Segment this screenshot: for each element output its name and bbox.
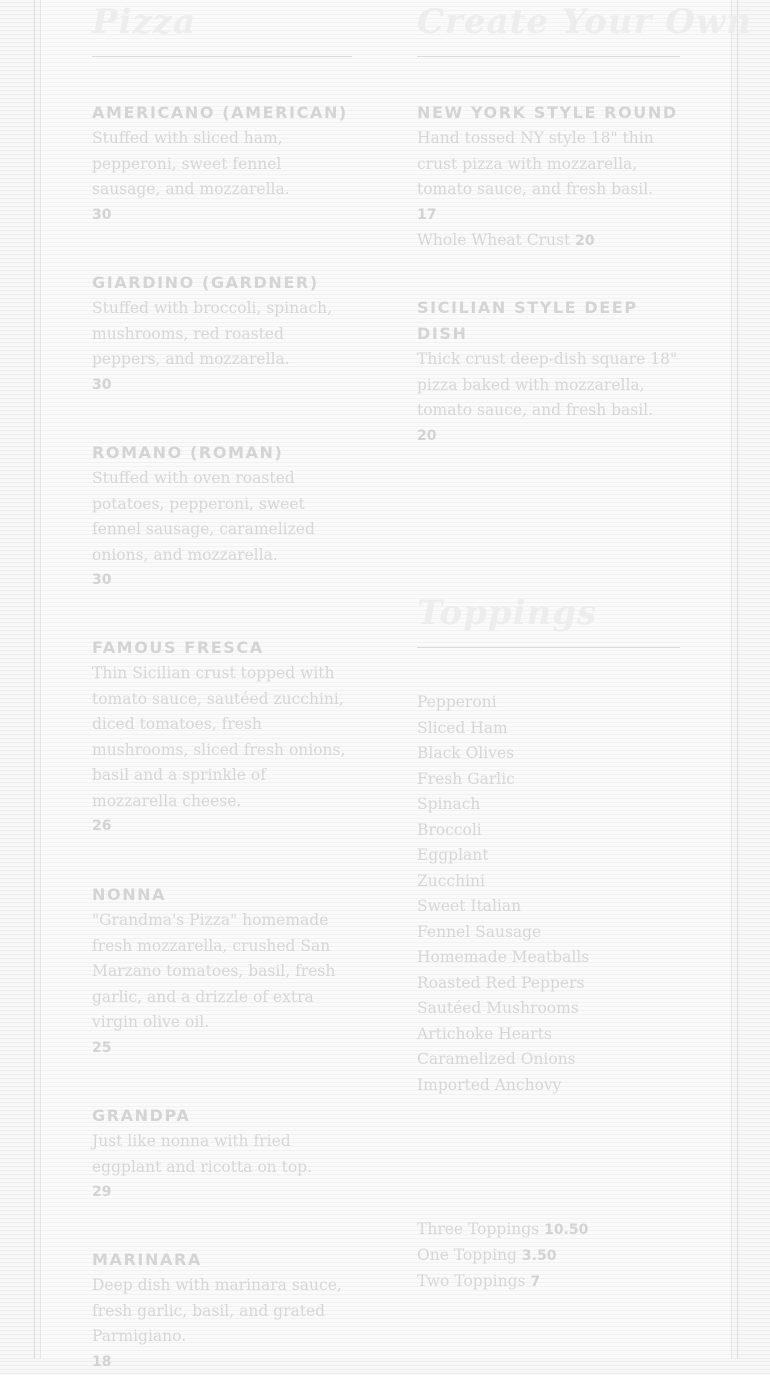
topping-item: Eggplant xyxy=(417,846,489,864)
item-name: NEW YORK STYLE ROUND xyxy=(417,103,678,122)
topping-item: Sweet Italian xyxy=(417,897,522,915)
topping-price-label: Three Toppings xyxy=(417,1220,540,1238)
item-description: Stuffed with broccoli, spinach, mushrooms, red roasted peppers, and mozzarella. xyxy=(92,299,333,368)
topping-price-row xyxy=(417,1243,588,1269)
topping-item: Sautéed Mushrooms xyxy=(417,999,579,1017)
item-name: MARINARA xyxy=(92,1250,202,1269)
menu-item-marinara xyxy=(92,1247,354,1375)
item-name: GIARDINO (GARDNER) xyxy=(92,273,319,292)
menu-item-giardino xyxy=(92,270,354,398)
menu-item-nonna xyxy=(92,882,354,1061)
item-description: "Grandma's Pizza" homemade fresh mozzarella, crushed San Marzano tomatoes, basil, fresh garlic, and a drizzle of extra virgin olive oil. xyxy=(92,911,336,1031)
item-price: 29 xyxy=(92,1184,112,1200)
topping-item: Spinach xyxy=(417,795,481,813)
topping-item: Fennel Sausage xyxy=(417,922,542,941)
topping-item: Homemade Meatballs xyxy=(417,948,590,966)
topping-pricing xyxy=(417,1217,588,1295)
menu-item-americano xyxy=(92,100,354,228)
item-description: Stuffed with sliced ham, pepperoni, sweet fennel sausage, and mozzarella. xyxy=(92,129,290,198)
item-description: Thick crust deep-dish square 18" pizza baked with mozzarella, tomato sauce, and fresh basil. xyxy=(417,350,678,419)
topping-item: Broccoli xyxy=(417,820,482,839)
item-description: Just like nonna with fried eggplant and ricotta on top. xyxy=(92,1132,313,1176)
topping-item: Pepperoni xyxy=(417,693,497,711)
item-name: NONNA xyxy=(92,885,167,904)
option-label: Whole Wheat Crust xyxy=(417,230,571,249)
item-description: Deep dish with marinara sauce, fresh garlic, basil, and grated Parmigiano. xyxy=(92,1276,342,1345)
menu-item-new-york-style-round xyxy=(417,100,681,254)
item-name: SICILIAN STYLE DEEP DISH xyxy=(417,298,638,343)
item-price: 26 xyxy=(92,818,112,834)
section-divider xyxy=(417,647,680,648)
topping-item: Black Olives xyxy=(417,744,515,762)
topping-item: Caramelized Onions xyxy=(417,1050,576,1068)
item-name: ROMANO (ROMAN) xyxy=(92,443,284,462)
section-title-pizza: Pizza xyxy=(92,2,197,42)
section-divider xyxy=(92,56,352,57)
topping-price-label: Two Toppings xyxy=(417,1272,526,1290)
item-description: Hand tossed NY style 18" thin crust pizza with mozzarella, tomato sauce, and fresh basil. xyxy=(417,129,654,198)
menu-item-romano xyxy=(92,440,354,593)
toppings-list xyxy=(417,690,589,1098)
option-price: 20 xyxy=(575,232,595,249)
topping-price-row xyxy=(417,1269,588,1295)
topping-item: Artichoke Hearts xyxy=(417,1024,552,1043)
section-title-toppings: Toppings xyxy=(417,593,598,633)
section-divider xyxy=(417,56,680,57)
menu-item-famous-fresca xyxy=(92,635,354,839)
item-description: Thin Sicilian crust topped with tomato sauce, sautéed zucchini, diced tomatoes, fresh mushrooms, sliced fresh onions, basil and a sprinkle of mozzarella cheese. xyxy=(92,664,346,810)
topping-price-row xyxy=(417,1217,588,1243)
item-price: 18 xyxy=(92,1353,112,1370)
item-price: 25 xyxy=(92,1039,112,1056)
menu-item-grandpa xyxy=(92,1103,354,1205)
topping-price-label: One Topping xyxy=(417,1246,517,1264)
item-name: FAMOUS FRESCA xyxy=(92,638,264,657)
menu-item-sicilian-style-deep-dish xyxy=(417,295,681,449)
topping-item: Fresh Garlic xyxy=(417,769,515,788)
topping-price-value: 7 xyxy=(530,1274,541,1290)
item-option xyxy=(417,228,681,254)
item-price: 30 xyxy=(92,376,112,393)
topping-item: Zucchini xyxy=(417,871,485,890)
item-price: 17 xyxy=(417,206,437,223)
item-price: 20 xyxy=(417,427,437,444)
topping-price-value: 3.50 xyxy=(521,1248,557,1264)
topping-item: Imported Anchovy xyxy=(417,1075,562,1094)
item-name: GRANDPA xyxy=(92,1106,191,1125)
section-title-create-your-own: Create Your Own xyxy=(417,2,752,42)
topping-item: Roasted Red Peppers xyxy=(417,973,585,992)
item-price: 30 xyxy=(92,572,112,588)
item-description: Stuffed with oven roasted potatoes, pepperoni, sweet fennel sausage, caramelized onions, and mozzarella. xyxy=(92,469,315,564)
topping-price-value: 10.50 xyxy=(544,1222,589,1238)
topping-item: Sliced Ham xyxy=(417,718,508,737)
item-name: AMERICANO (AMERICAN) xyxy=(92,103,348,122)
item-price: 30 xyxy=(92,206,112,223)
